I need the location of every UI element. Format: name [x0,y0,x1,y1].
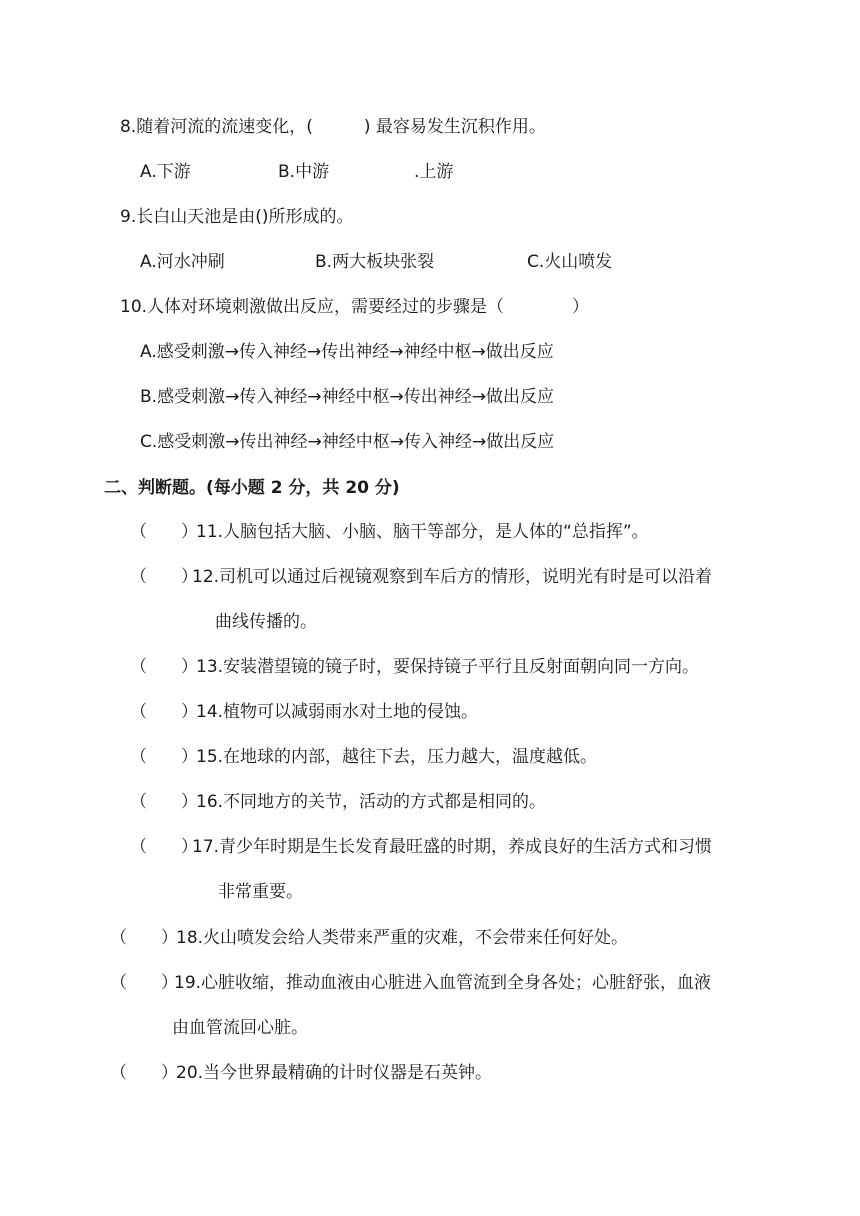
item-16-text: 16.不同地方的关节，活动的方式都是相同的。 [196,792,547,812]
answer-blank: （ ） [130,567,198,587]
item-12-continuation: 曲线传播的。 [215,612,317,632]
question-9-text: 9.长白山天池是由()所形成的。 [120,207,354,227]
item-11-text: 11.人脑包括大脑、小脑、脑干等部分，是人体的“总指挥”。 [196,522,649,542]
question-8-text: 8.随着河流的流速变化，( ) 最容易发生沉积作用。 [120,117,546,137]
answer-blank: （ ） [130,837,198,857]
item-17-text: 17.青少年时期是生长发育最旺盛的时期，养成良好的生活方式和习惯 [192,837,713,857]
question-10-text: 10.人体对环境刺激做出反应，需要经过的步骤是（ ） [120,297,590,317]
question-9-option-c: C.火山喷发 [527,252,613,272]
answer-blank: （ ） [130,657,198,677]
question-10-option-c: C.感受刺激→传出神经→神经中枢→传入神经→做出反应 [140,432,555,452]
item-14-text: 14.植物可以减弱雨水对土地的侵蚀。 [196,702,479,722]
question-9-option-b: B.两大板块张裂 [315,252,435,272]
answer-blank: （ ） [130,747,198,767]
item-15-text: 15.在地球的内部，越往下去，压力越大，温度越低。 [196,747,598,767]
section-heading: 二、判断题。(每小题 2 分，共 20 分) [104,478,400,498]
answer-blank: （ ） [110,928,178,948]
answer-blank: （ ） [110,973,178,993]
item-17-continuation: 非常重要。 [218,882,303,902]
question-10-option-b: B.感受刺激→传入神经→神经中枢→传出神经→做出反应 [140,387,555,407]
answer-blank: （ ） [130,522,198,542]
item-13-text: 13.安装潜望镜的镜子时，要保持镜子平行且反射面朝向同一方向。 [196,657,700,677]
question-9-option-a: A.河水冲刷 [140,252,225,272]
question-8-option-c: .上游 [414,162,454,182]
question-8-option-a: A.下游 [140,162,191,182]
item-19-text: 19.心脏收缩，推动血液由心脏进入血管流到全身各处；心脏舒张，血液 [174,973,712,993]
question-8-option-b: B.中游 [278,162,330,182]
item-12-text: 12.司机可以通过后视镜观察到车后方的情形，说明光有时是可以沿着 [192,567,713,587]
answer-blank: （ ） [130,702,198,722]
question-10-option-a: A.感受刺激→传入神经→传出神经→神经中枢→做出反应 [140,342,554,362]
answer-blank: （ ） [110,1063,178,1083]
item-18-text: 18.火山喷发会给人类带来严重的灾难，不会带来任何好处。 [176,928,629,948]
answer-blank: （ ） [130,792,198,812]
item-20-text: 20.当今世界最精确的计时仪器是石英钟。 [176,1063,493,1083]
item-19-continuation: 由血管流回心脏。 [172,1018,308,1038]
